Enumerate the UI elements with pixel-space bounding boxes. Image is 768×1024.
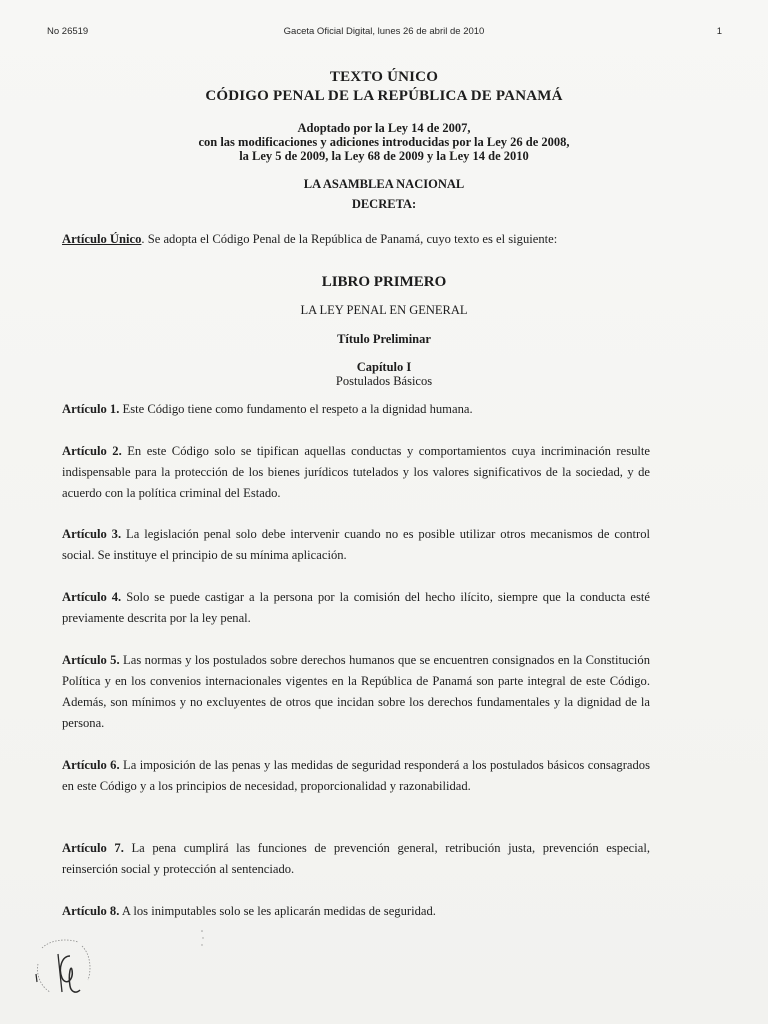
assembly-heading: LA ASAMBLEA NACIONAL (303, 177, 465, 191)
article-text: A los inimputables solo se les aplicarán medidas de seguridad. (119, 904, 436, 918)
decree-heading: DECRETA: (351, 197, 417, 211)
document-title-line2: CÓDIGO PENAL DE LA REPÚBLICA DE PANAMÁ (205, 88, 563, 104)
article-text: La pena cumplirá las funciones de prevención general, retribución justa, prevención especial, reinserción social y protección al sentenciado. (62, 841, 650, 876)
article-text: Solo se puede castigar a la persona por la comisión del hecho ilícito, siempre que la conducta esté previamente descrita por la ley penal. (62, 590, 650, 625)
article-text: Las normas y los postulados sobre derechos humanos que se encuentren consignados en la Constitución Política y en los convenios internacionales vigentes en la República de Panamá son parte integral de este Código. Además, son mínimos y no excluyentes de otros que incidan sobre los derechos fundamentales y la dignidad de la persona. (62, 653, 650, 730)
document-title-line1: TEXTO ÚNICO (329, 69, 439, 85)
article-label: Artículo 5. (62, 653, 120, 667)
gazette-title: Gaceta Oficial Digital, lunes 26 de abril de 2010 (283, 26, 485, 37)
article-text: Este Código tiene como fundamento el respeto a la dignidad humana. (119, 402, 473, 416)
libro-subtitle: LA LEY PENAL EN GENERAL (300, 303, 468, 317)
article-label: Artículo 2. (62, 444, 122, 458)
adoption-line3: la Ley 5 de 2009, la Ley 68 de 2009 y la Ley 14 de 2010 (239, 149, 529, 163)
page-number: 1 (716, 26, 722, 37)
article-6 (62, 755, 650, 797)
article-label: Artículo 4. (62, 590, 122, 604)
capitulo-subtitle: Postulados Básicos (335, 374, 433, 388)
article-label: Artículo 7. (62, 841, 124, 855)
adoption-line1: Adoptado por la Ley 14 de 2007, (297, 121, 471, 135)
adoption-line2: con las modificaciones y adiciones introducidas por la Ley 26 de 2008, (198, 135, 570, 149)
articulo-unico-label: Artículo Único (62, 232, 142, 246)
article-1 (62, 399, 650, 420)
article-text: La imposición de las penas y las medidas de seguridad responderá a los postulados básicos consagrados en este Código y a los principios de necesidad, proporcionalidad y razonabilidad. (62, 758, 650, 793)
article-label: Artículo 6. (62, 758, 120, 772)
article-7 (62, 838, 650, 880)
article-label: Artículo 3. (62, 527, 122, 541)
article-5 (62, 650, 650, 734)
scan-marks (198, 928, 208, 948)
articulo-unico-text: . Se adopta el Código Penal de la República de Panamá, cuyo texto es el siguiente: (141, 232, 558, 246)
article-4 (62, 587, 650, 629)
article-2 (62, 441, 650, 504)
capitulo-title: Capítulo I (356, 360, 412, 374)
libro-title: LIBRO PRIMERO (321, 274, 447, 290)
handwritten-initials-mark (32, 934, 102, 998)
article-text: La legislación penal solo debe intervenir cuando no es posible utilizar otros mecanismos de control social. Se instituye el principio de su mínima aplicación. (62, 527, 650, 562)
article-3 (62, 524, 650, 566)
gazette-number: No 26519 (47, 26, 89, 37)
article-label: Artículo 1. (62, 402, 120, 416)
titulo-heading: Título Preliminar (337, 332, 431, 346)
articulo-unico (62, 229, 650, 250)
article-text: En este Código solo se tipifican aquellas conductas y comportamientos cuya incriminación resulte indispensable para la protección de los bienes jurídicos tutelados y los valores significativos de la sociedad, y de acuerdo con la política criminal del Estado. (62, 444, 650, 500)
page-header (0, 26, 768, 40)
article-label: Artículo 8. (62, 904, 120, 918)
article-8 (62, 901, 650, 922)
